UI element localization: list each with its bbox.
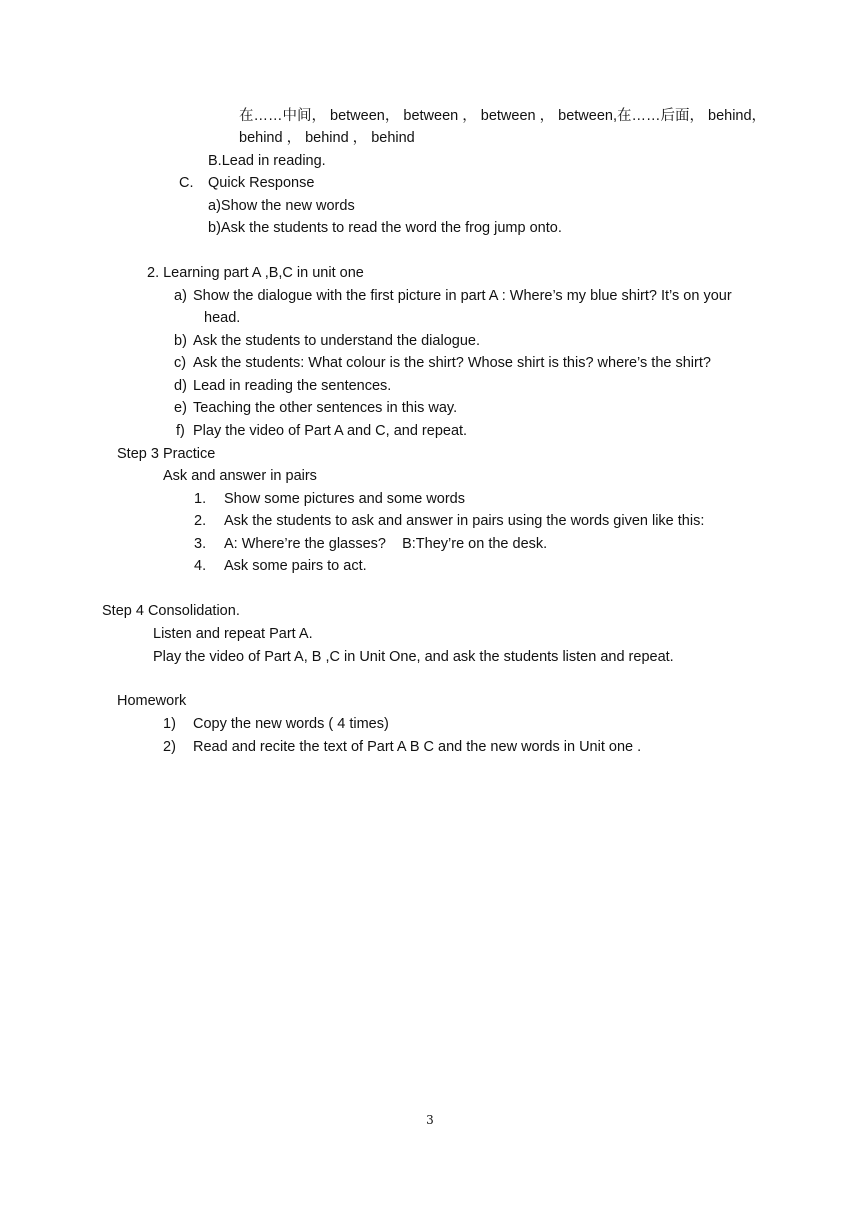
list-marker: 4. [194, 558, 207, 574]
homework-title: Homework [117, 693, 187, 709]
list-item-text: Ask the students to read the word the frog jump onto. [220, 220, 562, 236]
list-item-text: Ask the students: What colour is the shirt? Whose shirt is this? where’s the shirt? [193, 355, 711, 371]
list-item-text-part: Show the dialogue with the first picture in part A : Where’s my blue shirt? It’s on your [193, 288, 732, 304]
list-marker: b) [208, 220, 221, 236]
quick-response-marker: C. [179, 175, 194, 191]
list-item-text: A: Where’re the glasses? B:They’re on the desk. [224, 536, 548, 552]
list-marker: f) [176, 423, 185, 439]
lead-reading-item [208, 152, 326, 170]
list-marker: 1. [194, 491, 207, 507]
list-item [208, 197, 355, 215]
list-item-text: Ask the students to ask and answer in pairs using the words given like this: [224, 513, 705, 529]
list-item-text: Copy the new words ( 4 times) [193, 716, 389, 732]
vocab-line-2: behind ， behind ， behind [239, 130, 415, 146]
list-item-text: Lead in reading the sentences. [193, 378, 392, 394]
list-item-text: Read and recite the text of Part A B C and the new words in Unit one . [193, 739, 642, 755]
vocab-line-1: 在……中间， between， between ， between ， between,在……后面， behind， [239, 108, 767, 124]
list-marker: a) [208, 198, 221, 214]
list-marker: 3. [194, 536, 207, 552]
list-marker: b) [174, 333, 187, 349]
list-item-text: Ask some pairs to act. [224, 558, 367, 574]
list-marker: e) [174, 400, 187, 416]
list-item-text: Play the video of Part A and C, and repeat. [193, 423, 468, 439]
step4-line: Play the video of Part A, B ,C in Unit One, and ask the students listen and repeat. [153, 649, 674, 665]
list-item-text: Lead in reading. [221, 153, 326, 169]
list-item-text: Ask the students to understand the dialogue. [193, 333, 480, 349]
list-item-text: Show some pictures and some words [224, 491, 465, 507]
step4-title: Step 4 Consolidation. [102, 603, 240, 619]
learning-title: 2. Learning part A ,B,C in unit one [147, 265, 364, 281]
list-marker: 1) [163, 716, 176, 732]
step4-line: Listen and repeat Part A. [153, 626, 313, 642]
list-marker: a) [174, 288, 187, 304]
list-item [208, 219, 562, 237]
list-marker: c) [174, 355, 187, 371]
list-marker: 2) [163, 739, 176, 755]
list-marker: 2. [194, 513, 207, 529]
quick-response-title: Quick Response [208, 175, 315, 191]
list-item-text: Teaching the other sentences in this way. [193, 400, 458, 416]
list-marker: d) [174, 378, 187, 394]
step3-title: Step 3 Practice [117, 446, 216, 462]
list-marker: B. [208, 153, 222, 169]
list-item-text [193, 287, 781, 305]
step3-subtitle: Ask and answer in pairs [163, 468, 317, 484]
page-number: 3 [426, 1113, 434, 1127]
list-item-continuation: head. [204, 310, 241, 326]
list-item-text: Show the new words [220, 198, 355, 214]
